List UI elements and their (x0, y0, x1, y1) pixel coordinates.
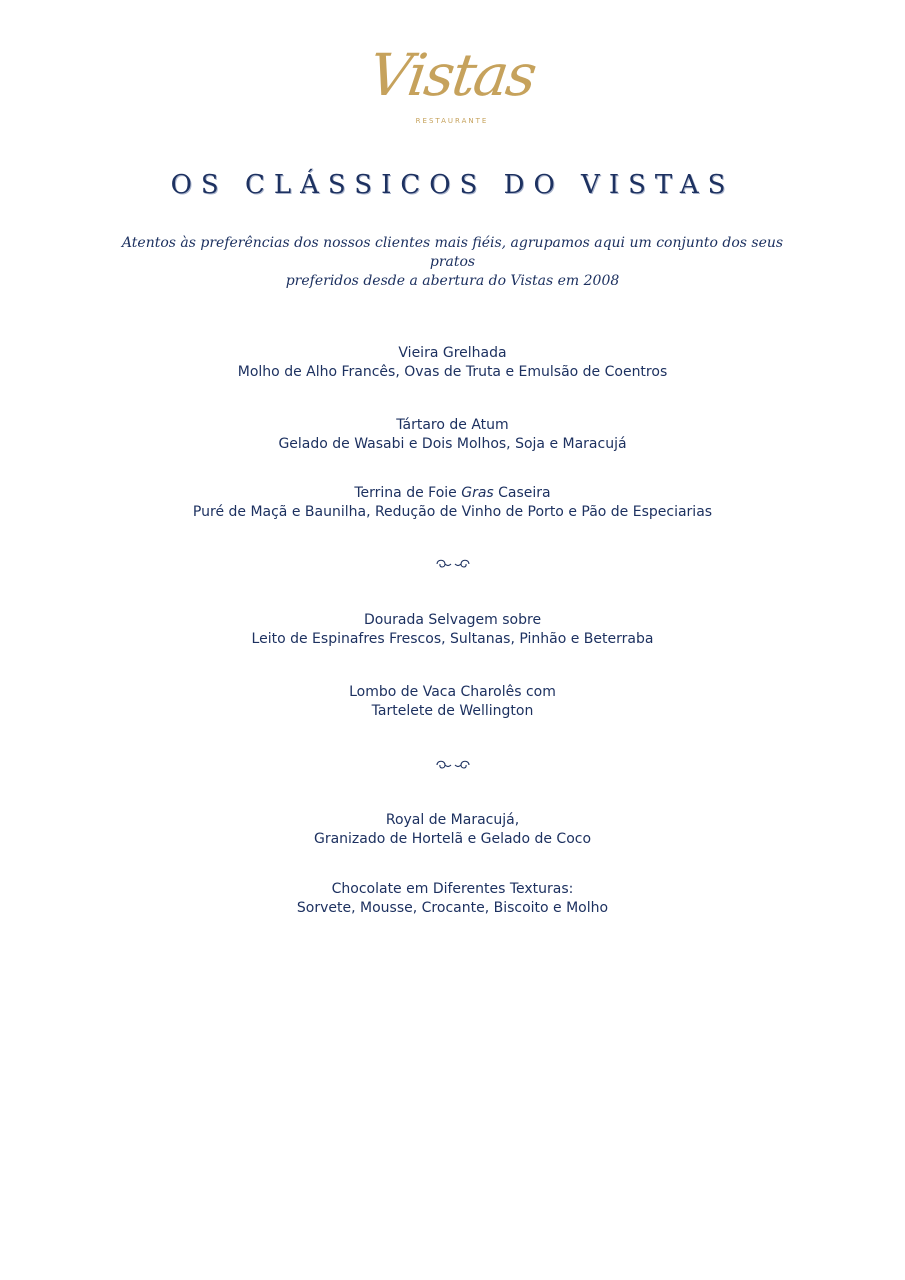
dish-description: Molho de Alho Francês, Ovas de Truta e Emulsão de Coentros (237, 363, 668, 380)
page-title: OS CLÁSSICOS DO VISTAS (170, 170, 735, 200)
intro-text (110, 234, 795, 291)
section-separator (0, 557, 905, 575)
dish-name (0, 484, 905, 503)
dish-name-part: Caseira (493, 485, 551, 501)
dish-chocolate-texturas (0, 880, 905, 917)
section-separator (0, 758, 905, 776)
intro-line-1: Atentos às preferências dos nossos clientes mais fiéis, agrupamos aqui um conjunto dos seus pratos (121, 235, 784, 270)
dish-terrina-foie-gras (0, 484, 905, 521)
dish-royal-de-maracuja (0, 811, 905, 848)
logo-subtitle: RESTAURANTE (415, 117, 489, 125)
dish-name-part: Terrina de Foie (354, 485, 462, 501)
ornament-icon (433, 557, 473, 571)
dish-name: Lombo de Vaca Charolês com (349, 684, 556, 700)
dish-description: Tartelete de Wellington (371, 702, 534, 719)
dish-name: Chocolate em Diferentes Texturas: (331, 881, 574, 897)
dish-vieira-grelhada (0, 344, 905, 381)
dish-name-italic: Gras (461, 485, 494, 501)
intro-line-2: preferidos desde a abertura do Vistas em 2008 (285, 273, 620, 289)
logo-script-text: Vistas (364, 41, 540, 109)
dish-description: Gelado de Wasabi e Dois Molhos, Soja e Maracujá (278, 435, 627, 452)
dish-description: Leito de Espinafres Frescos, Sultanas, Pinhão e Beterraba (251, 630, 654, 647)
restaurant-logo (352, 40, 552, 132)
dish-description: Granizado de Hortelã e Gelado de Coco (313, 830, 592, 847)
dish-name: Vieira Grelhada (398, 345, 507, 361)
dish-name: Royal de Maracujá, (385, 812, 520, 828)
dish-description: Sorvete, Mousse, Crocante, Biscoito e Molho (296, 899, 609, 916)
dish-dourada-selvagem (0, 611, 905, 648)
dish-name: Dourada Selvagem sobre (363, 612, 542, 628)
dish-lombo-de-vaca (0, 683, 905, 720)
dish-tartaro-de-atum (0, 416, 905, 453)
dish-name: Tártaro de Atum (396, 417, 509, 433)
ornament-icon (433, 758, 473, 772)
dish-description: Puré de Maçã e Baunilha, Redução de Vinho de Porto e Pão de Especiarias (192, 503, 713, 520)
